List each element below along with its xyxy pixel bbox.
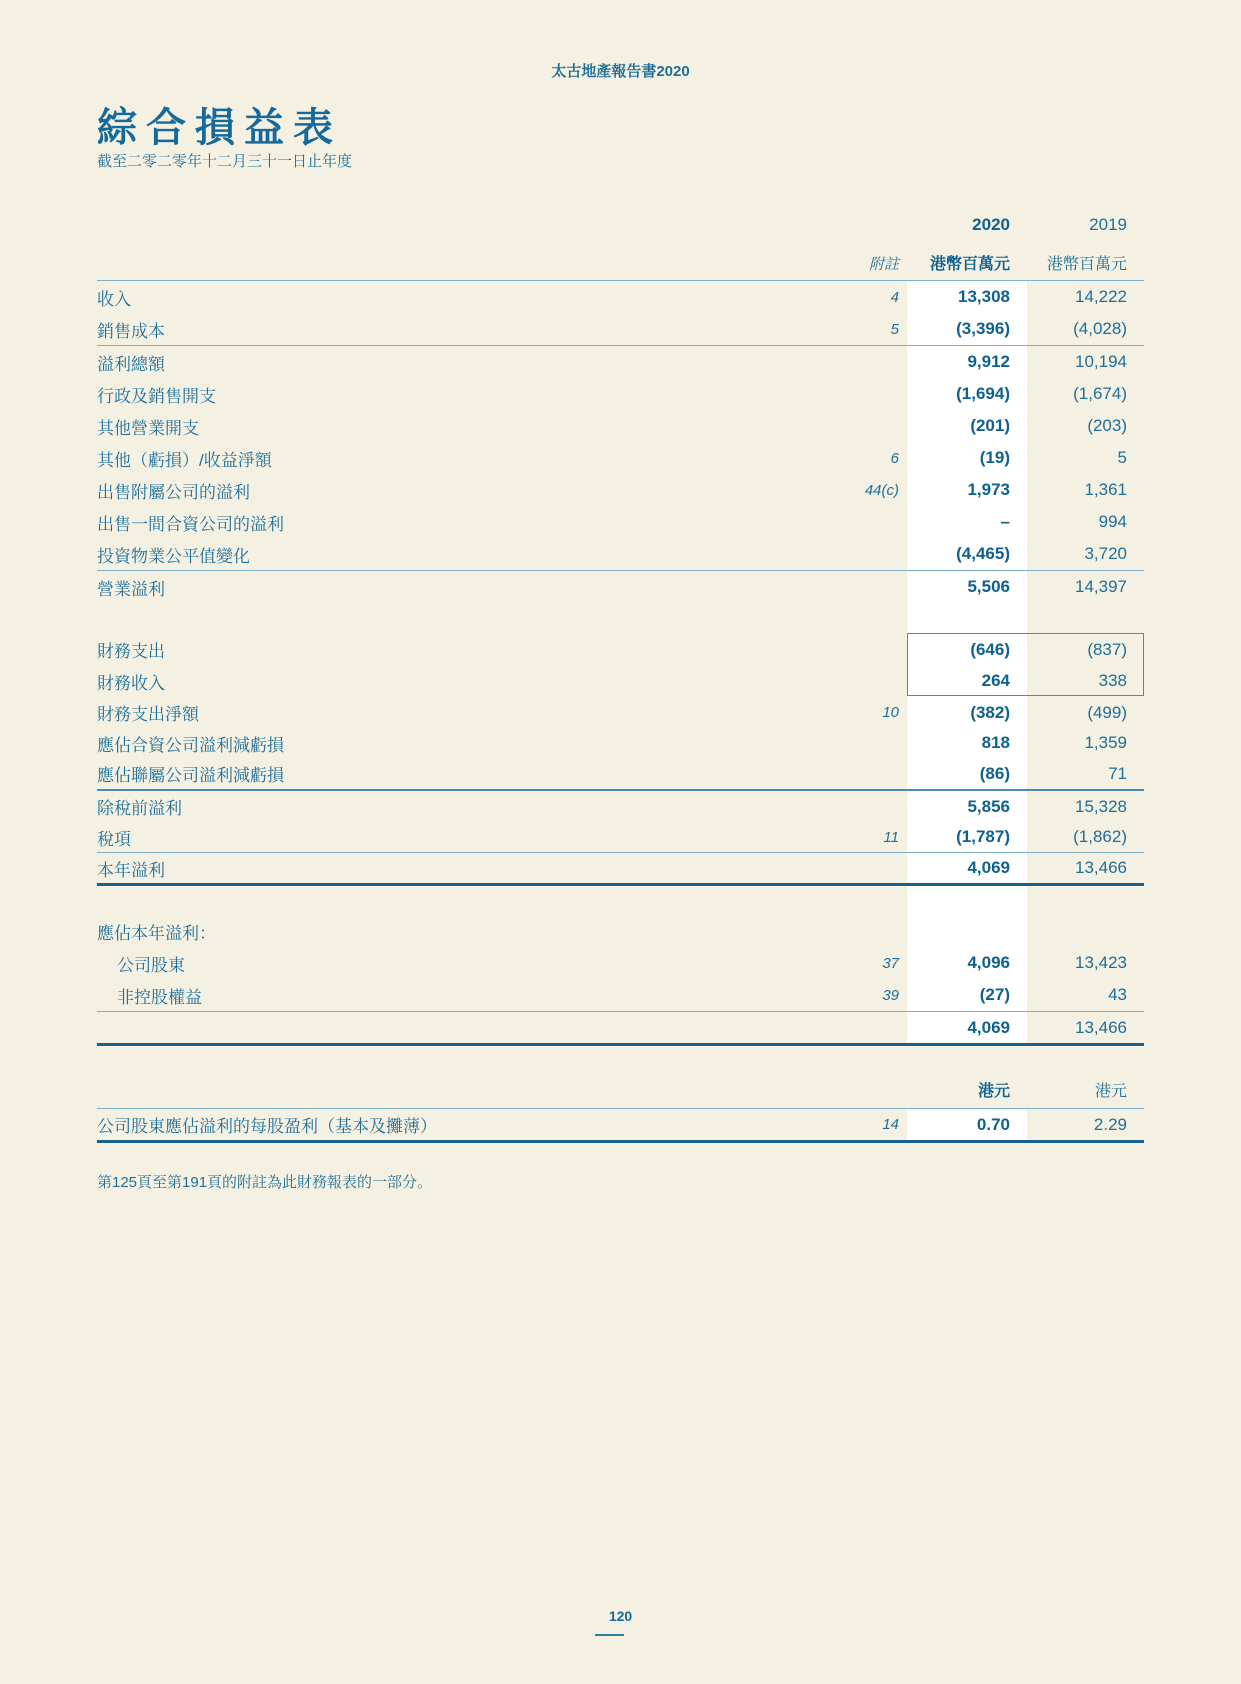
- table-row-other-net-losses: 其他（虧損）/收益淨額 6 (19) 5: [97, 448, 1127, 470]
- table-row-other-operating: 其他營業開支 (201) (203): [97, 416, 1127, 438]
- page-number: 120: [608, 1608, 633, 1624]
- document-header: 太古地產報告書2020: [551, 63, 690, 80]
- section-gap: [97, 886, 1144, 915]
- section-gap: [97, 603, 1144, 634]
- eps-unit-2020: 港元: [977, 1083, 1010, 1100]
- page-title: 綜合損益表: [97, 106, 342, 150]
- table-row-admin-selling: 行政及銷售開支 (1,694) (1,674): [97, 384, 1127, 406]
- table-row-fair-value-change: 投資物業公平值變化 (4,465) 3,720: [97, 544, 1127, 566]
- year-2019-header: 2019: [1089, 215, 1127, 234]
- section-gap: [97, 1046, 1144, 1074]
- table-row-attributable-total: 4,069 13,466: [967, 1017, 1127, 1037]
- table-row-cost-of-sales: 銷售成本 5 (3,396) (4,028): [97, 319, 1127, 341]
- table-header-units: [97, 238, 1144, 280]
- table-row-net-finance-charges: 財務支出淨額 10 (382) (499): [97, 702, 1127, 724]
- rule-thick-eps: [97, 1140, 1144, 1143]
- table-row-profit-for-year: 本年溢利 4,069 13,466: [97, 858, 1127, 880]
- unit-2020-header: 港幣百萬元: [929, 256, 1010, 273]
- unit-2019-header: 港幣百萬元: [1046, 256, 1127, 273]
- table-row-profit-before-tax: 除稅前溢利 5,856 15,328: [97, 796, 1127, 818]
- table-row-taxation: 稅項 11 (1,787) (1,862): [97, 827, 1127, 849]
- table-row-eps: 公司股東應佔溢利的每股盈利（基本及攤薄） 14 0.70 2.29: [97, 1114, 1127, 1136]
- income-statement-table: [97, 212, 1144, 1192]
- note-header: 附註: [868, 256, 899, 273]
- table-row-eps-units: [97, 1074, 1144, 1108]
- table-row-share-jv: 應佔合資公司溢利減虧損 818 1,359: [97, 733, 1127, 755]
- year-2020-header: 2020: [972, 215, 1010, 234]
- table-row-attributable-header: 應佔本年溢利：: [97, 923, 216, 943]
- table-row-revenue: 收入 4 13,308 14,222: [97, 287, 1127, 309]
- table-row-operating-profit: 營業溢利 5,506 14,397: [97, 577, 1127, 599]
- table-row-share-associates: 應佔聯屬公司溢利減虧損 (86) 71: [97, 763, 1127, 785]
- table-row-company-shareholders: 公司股東 37 4,096 13,423: [117, 953, 1127, 975]
- table-row-sale-joint-venture: 出售一間合資公司的溢利 – 994: [97, 512, 1127, 534]
- table-row-finance-income: 財務收入 264 338: [97, 671, 1127, 693]
- finance-rows-box: [907, 633, 1144, 696]
- eps-unit-2019: 港元: [1094, 1083, 1127, 1100]
- page-subtitle: 截至二零二零年十二月三十一日止年度: [97, 153, 353, 170]
- table-row-non-controlling: 非控股權益 39 (27) 43: [117, 985, 1127, 1007]
- table-row-sale-subsidiaries: 出售附屬公司的溢利 44(c) 1,973 1,361: [97, 480, 1127, 502]
- table-row-finance-charges: 財務支出 (646) (837): [97, 639, 1127, 661]
- table-header-years: [97, 212, 1144, 238]
- notes-reference: 第125頁至第191頁的附註為此財務報表的一部分。: [97, 1174, 433, 1191]
- page-number-underline: [595, 1634, 624, 1636]
- table-row-gross-profit: 溢利總額 9,912 10,194: [97, 352, 1127, 374]
